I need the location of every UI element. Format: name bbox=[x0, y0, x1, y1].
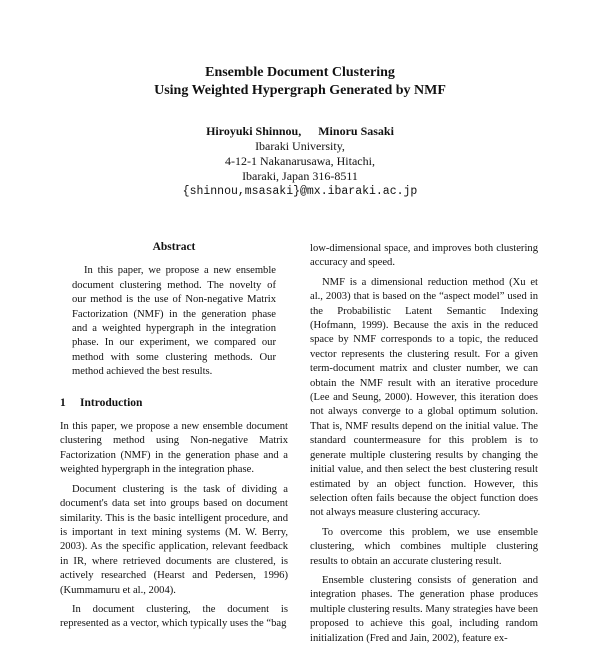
paper-title bbox=[60, 64, 540, 100]
right-paragraph-2: NMF is a dimensional reduction method (Xu et al., 2003) that is based on the “aspect model” used in the Probabilistic Latent Semantic Indexing (Hofmann, 1999). Because the axis in the reduced space by NMF corresponds to a topic, the reduced vector represents the clustering result. For a given term-document matrix and cluster number, we can obtain the NMF result with an iterative procedure (Lee and Seung, 2000). However, this iteration does not always converge to a global optimum solution. That is, NMF results depend on the initial value. The standard countermeasure for this problem is to generate multiple clustering results by changing the initial value, and then select the best clustering result estimated by an object function. However, this selection often fails because the object function does not always measure clustering accuracy. bbox=[310, 276, 538, 519]
intro-paragraph-1: In this paper, we propose a new ensemble document clustering method using Non-negative Matrix Factorization (NMF) in the generation phase and a weighted hypergraph in the integration phase. bbox=[60, 421, 288, 476]
abstract-text: In this paper, we propose a new ensemble document clustering method. The novelty of our method is the use of Non-negative Matrix Factorization (NMF) in the generation phase and a weighted hypergraph in the integration phase. In our experiment, we compared our method with some clustering methods. Our method achieved the best results. bbox=[72, 265, 276, 378]
author-name: Minoru Sasaki bbox=[318, 124, 394, 138]
section-heading-introduction bbox=[60, 396, 288, 410]
right-column bbox=[310, 242, 538, 651]
section-number: 1 bbox=[60, 396, 66, 409]
intro-paragraph-2: Document clustering is the task of dividing a document's data set into groups based on document similarity. This is the basic intelligent procedure, and is important in text mining systems (M. W. Berry, 2003). As the specific application, relevant feedback in IR, where retrieved documents are clustered, is actively researched (Hearst and Pedersen, 1996)(Kummamuru et al., 2004). bbox=[60, 483, 288, 596]
left-column bbox=[60, 240, 288, 637]
affiliation-line: Ibaraki, Japan 316-8511 bbox=[242, 169, 358, 183]
section-title: Introduction bbox=[80, 396, 143, 409]
author-email: {shinnou,msasaki}@mx.ibaraki.ac.jp bbox=[182, 185, 418, 198]
author-name: Hiroyuki Shinnou, bbox=[206, 124, 302, 138]
right-paragraph-4: Ensemble clustering consists of generation and integration phases. The generation phase produces multiple clustering results. Many strategies have been proposed to achieve this goal, including random initialization (Fred and Jain, 2002), feature ex- bbox=[310, 574, 538, 644]
abstract-heading: Abstract bbox=[152, 241, 196, 253]
author-block bbox=[60, 124, 540, 199]
affiliation-line: Ibaraki University, bbox=[255, 139, 345, 153]
affiliation-line: 4-12-1 Nakanarusawa, Hitachi, bbox=[225, 154, 375, 168]
author-names bbox=[60, 124, 540, 139]
title-line-1: Ensemble Document Clustering bbox=[205, 65, 395, 80]
title-line-2: Using Weighted Hypergraph Generated by NMF bbox=[154, 83, 446, 98]
right-paragraph-1: low-dimensional space, and improves both clustering accuracy and speed. bbox=[310, 243, 538, 269]
intro-paragraph-3: In document clustering, the document is represented as a vector, which typically uses the “bag bbox=[60, 603, 288, 630]
right-paragraph-3: To overcome this problem, we use ensemble clustering, which combines multiple clustering results to obtain an accurate clustering result. bbox=[310, 526, 538, 567]
